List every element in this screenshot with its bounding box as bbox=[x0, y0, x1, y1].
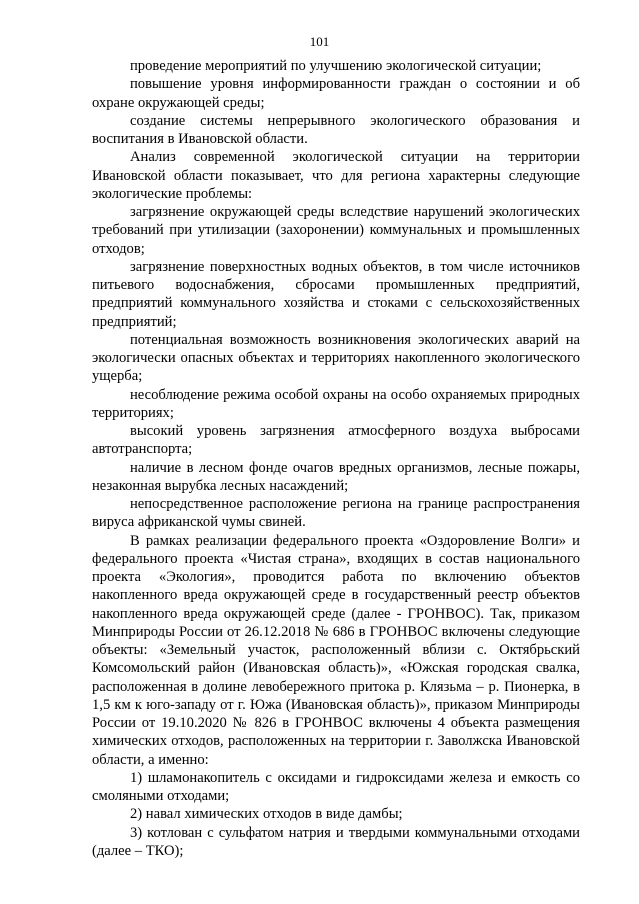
paragraph: 1) шламонакопитель с оксидами и гидроксидами железа и емкость со смоляными отходами; bbox=[92, 769, 580, 804]
paragraph: В рамках реализации федерального проекта «Оздоровление Волги» и федерального проекта «Чистая страна», входящих в состав национального проекта «Экология», проводится работа по включению объектов накопленного вреда окружающей среде в государственный реестр объектов накопленного вреда окружающей среде (далее - ГРОНВОС). Так, приказом Минприроды России от 26.12.2018 № 686 в ГРОНВОС включены следующие объекты: «Земельный участок, расположенный вблизи с. Октябрьский Комсомольский район (Ивановская область)», «Южская городская свалка, расположенная в долине левобережного притока р. Клязьма – р. Пионерка, в 1,5 км к юго-западу от г. Южа (Ивановская область)», приказом Минприроды России от 19.10.2020 № 826 в ГРОНВОС включены 4 объекта размещения химических отходов, расположенных на территории г. Заволжска Ивановской области, а именно: bbox=[92, 532, 580, 768]
paragraph: несоблюдение режима особой охраны на особо охраняемых природных территориях; bbox=[92, 386, 580, 421]
paragraph: создание системы непрерывного экологического образования и воспитания в Ивановской области. bbox=[92, 112, 580, 147]
page-number: 101 bbox=[309, 34, 330, 49]
paragraph: повышение уровня информированности граждан о состоянии и об охране окружающей среды; bbox=[92, 76, 580, 111]
paragraph: 3) котлован с сульфатом натрия и твердыми коммунальными отходами (далее – ТКО); bbox=[92, 824, 580, 859]
document-body bbox=[92, 57, 580, 860]
paragraph: загрязнение окружающей среды вследствие нарушений экологических требований при утилизации (захоронении) коммунальных и промышленных отходов; bbox=[92, 204, 580, 257]
paragraph: проведение мероприятий по улучшению экологической ситуации; bbox=[130, 58, 542, 74]
paragraph: загрязнение поверхностных водных объектов, в том числе источников питьевого водоснабжения, сбросами промышленных предприятий, предприятий коммунального хозяйства и стоками с сельскохозяйственных предприятий; bbox=[92, 258, 580, 330]
paragraph: Анализ современной экологической ситуации на территории Ивановской области показывает, что для региона характерны следующие экологические проблемы: bbox=[92, 149, 580, 202]
paragraph: 2) навал химических отходов в виде дамбы; bbox=[130, 806, 403, 823]
paragraph: наличие в лесном фонде очагов вредных организмов, лесные пожары, незаконная вырубка лесных насаждений; bbox=[92, 459, 580, 494]
paragraph: непосредственное расположение региона на границе распространения вируса африканской чумы свиней. bbox=[92, 496, 580, 531]
paragraph: потенциальная возможность возникновения экологических аварий на экологически опасных объектах и территориях накопленного экологического ущерба; bbox=[92, 331, 580, 385]
paragraph: высокий уровень загрязнения атмосферного воздуха выбросами автотранспорта; bbox=[92, 423, 580, 458]
